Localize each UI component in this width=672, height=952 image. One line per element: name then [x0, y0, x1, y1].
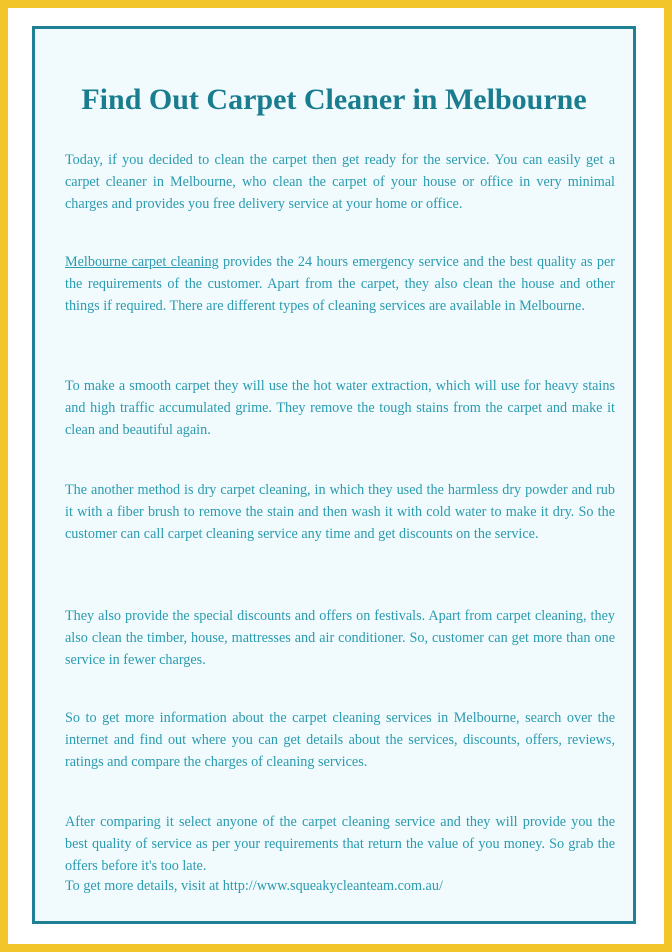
document-title: Find Out Carpet Cleaner in Melbourne: [81, 83, 587, 116]
paragraph-dry-cleaning: The another method is dry carpet cleaning, in which they used the harmless dry powder and rub it with a fiber brush to remove the stain and then wash it with cold water to make it dry. So the customer can call carpet cleaning service any time and get discounts on the service.: [65, 482, 615, 542]
paragraph-select-service: After comparing it select anyone of the carpet cleaning service and they will provide you the best quality of service as per your requirements that return the value of you money. So grab the offers before it's too late.: [65, 814, 615, 874]
paragraph-intro: Today, if you decided to clean the carpet then get ready for the service. You can easily get a carpet cleaner in Melbourne, who clean the carpet of your house or office in very minimal charges and provides you free delivery service at your home or office.: [65, 152, 615, 212]
document-frame: [32, 26, 636, 924]
paragraph-services: [65, 251, 615, 317]
paragraph-hot-water: To make a smooth carpet they will use the hot water extraction, which will use for heavy stains and high traffic accumulated grime. They remove the tough stains from the carpet and make it clean and beautiful again.: [65, 378, 615, 438]
document-page: [8, 8, 664, 944]
paragraph-discounts: They also provide the special discounts and offers on festivals. Apart from carpet cleaning, they also clean the timber, house, mattresses and air conditioner. So, customer can get more than one service in fewer charges.: [65, 608, 615, 668]
paragraph-services-text: provides the 24 hours emergency service and the best quality as per the requirements of the customer. Apart from the carpet, they also clean the house and other things if required. There are different types of cleaning services are available in Melbourne.: [65, 254, 615, 314]
melbourne-carpet-cleaning-link[interactable]: Melbourne carpet cleaning: [65, 254, 219, 270]
paragraph-more-info: So to get more information about the carpet cleaning services in Melbourne, search over the internet and find out where you can get details about the services, discounts, offers, reviews, ratings and compare the charges of cleaning services.: [65, 710, 615, 770]
paragraph-visit-link: To get more details, visit at http://www.squeakycleanteam.com.au/: [65, 878, 443, 894]
